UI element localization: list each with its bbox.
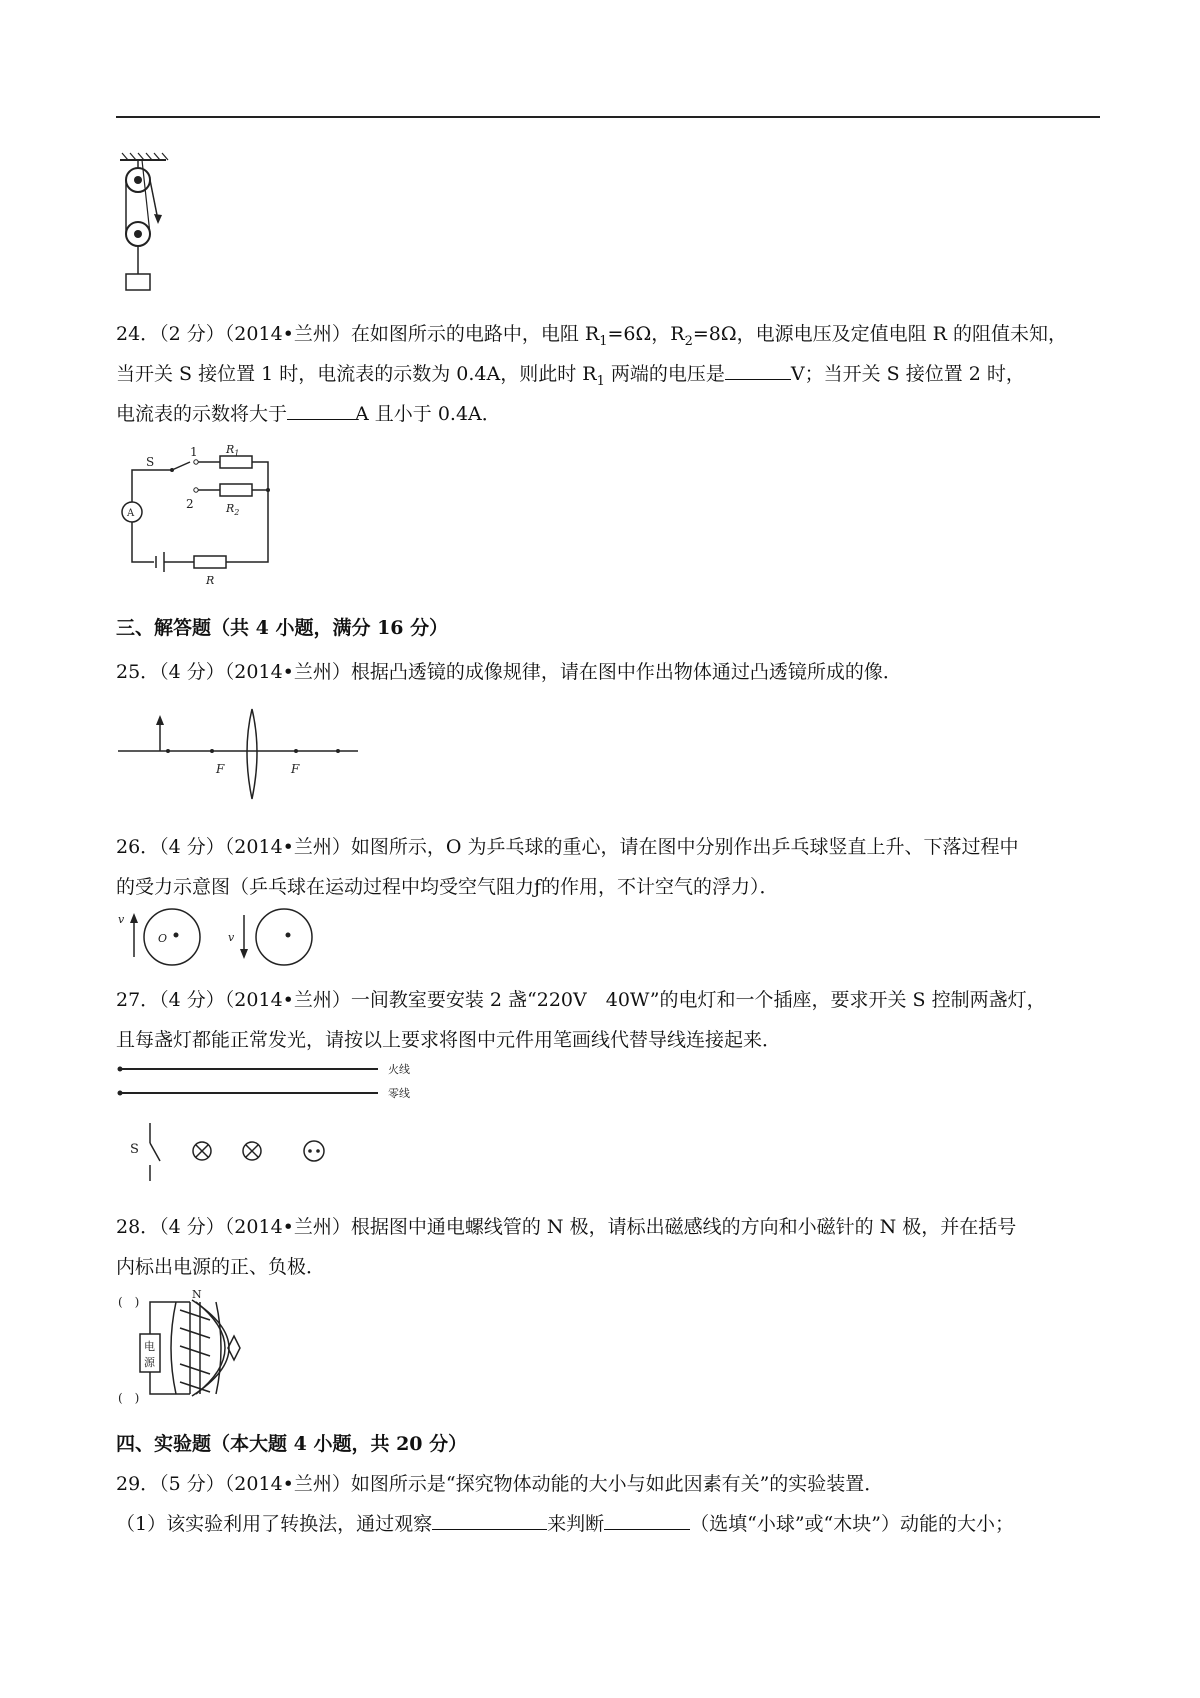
svg-text:( ): ( ): [118, 1295, 140, 1309]
q26-line-2: 的受力示意图（乒乓球在运动过程中均受空气阻力ƒ的作用，不计空气的浮力）．: [116, 876, 779, 898]
q24-line-2: 当开关 S 接位置 1 时，电流表的示数为 0.4A，则此时 $R_1$ 两端的电压是 V；当开关 S 接位置 2 时，: [116, 363, 1025, 389]
switch-label: S: [146, 455, 155, 469]
svg-text:O: O: [158, 932, 168, 945]
position-2-label: 2: [186, 497, 194, 511]
answer-blank[interactable]: [287, 401, 355, 420]
live-wire-label: 火线: [388, 1063, 410, 1076]
n-pole-label: N: [192, 1288, 202, 1301]
header-rule: [116, 116, 1100, 118]
lens-figure: [116, 705, 362, 807]
svg-text:v: v: [118, 913, 125, 926]
q24-line-1: 24．（2 分）（2014•兰州）在如图所示的电路中，电阻 $R_1=6\Omega$，$R_2=8\Omega$，电源电压及定值电阻 R 的阻值未知，: [116, 323, 1068, 349]
q28-line-1: 28．（4 分）（2014•兰州）根据图中通电螺线管的 N 极，请标出磁感线的方向和小磁针的 N 极，并在括号: [116, 1216, 1017, 1238]
r-label: R: [206, 574, 215, 587]
q29-line-2: （1）该实验利用了转换法，通过观察 来判断 （选填“小球”或“木块”）动能的大小；: [116, 1513, 1014, 1535]
answer-blank[interactable]: [725, 361, 791, 380]
svg-text:( ): ( ): [118, 1391, 140, 1405]
focus-left-label: F: [216, 762, 225, 776]
neutral-wire-label: 零线: [388, 1087, 410, 1100]
svg-text:电: 电: [144, 1340, 155, 1353]
q29-line-1: 29．（5 分）（2014•兰州）如图所示是“探究物体动能的大小与如此因素有关”的实验装置．: [116, 1473, 884, 1495]
focus-right-label: F: [291, 762, 300, 776]
q27-line-1: 27．（4 分）（2014•兰州）一间教室要安装 2 盏“220V 40W”的电灯和一个插座，要求开关 S 控制两盏灯，: [116, 989, 1046, 1011]
pulley-figure: [118, 152, 178, 294]
section-3-title: 三、解答题（共 4 小题，满分 16 分）: [116, 617, 449, 639]
answer-blank[interactable]: [432, 1511, 547, 1530]
q28-line-2: 内标出电源的正、负极．: [116, 1256, 326, 1278]
svg-text:源: 源: [144, 1356, 155, 1369]
svg-text:v: v: [228, 931, 235, 944]
answer-blank[interactable]: [604, 1511, 690, 1530]
ammeter-label: A: [127, 508, 135, 519]
q24-line-3: 电流表的示数将大于 A 且小于 0.4A．: [116, 403, 501, 425]
section-4-title: 四、实验题（本大题 4 小题，共 20 分）: [116, 1433, 468, 1455]
r1-label: $R_1$: [226, 443, 240, 458]
circuit-figure: [116, 442, 296, 590]
wiring-figure: [116, 1063, 426, 1183]
r2-label: $R_2$: [226, 502, 240, 517]
q26-line-1: 26．（4 分）（2014•兰州）如图所示，O 为乒乓球的重心，请在图中分别作出乒乓球竖直上升、下落过程中: [116, 836, 1019, 858]
solenoid-figure: [116, 1288, 266, 1410]
q25-text: 25．（4 分）（2014•兰州）根据凸透镜的成像规律，请在图中作出物体通过凸透镜所成的像．: [116, 661, 902, 683]
q27-line-2: 且每盏灯都能正常发光，请按以上要求将图中元件用笔画线代替导线连接起来．: [116, 1029, 782, 1051]
position-1-label: 1: [190, 445, 198, 459]
ping-pong-figure: [116, 905, 326, 969]
switch-s-label: S: [130, 1142, 139, 1157]
